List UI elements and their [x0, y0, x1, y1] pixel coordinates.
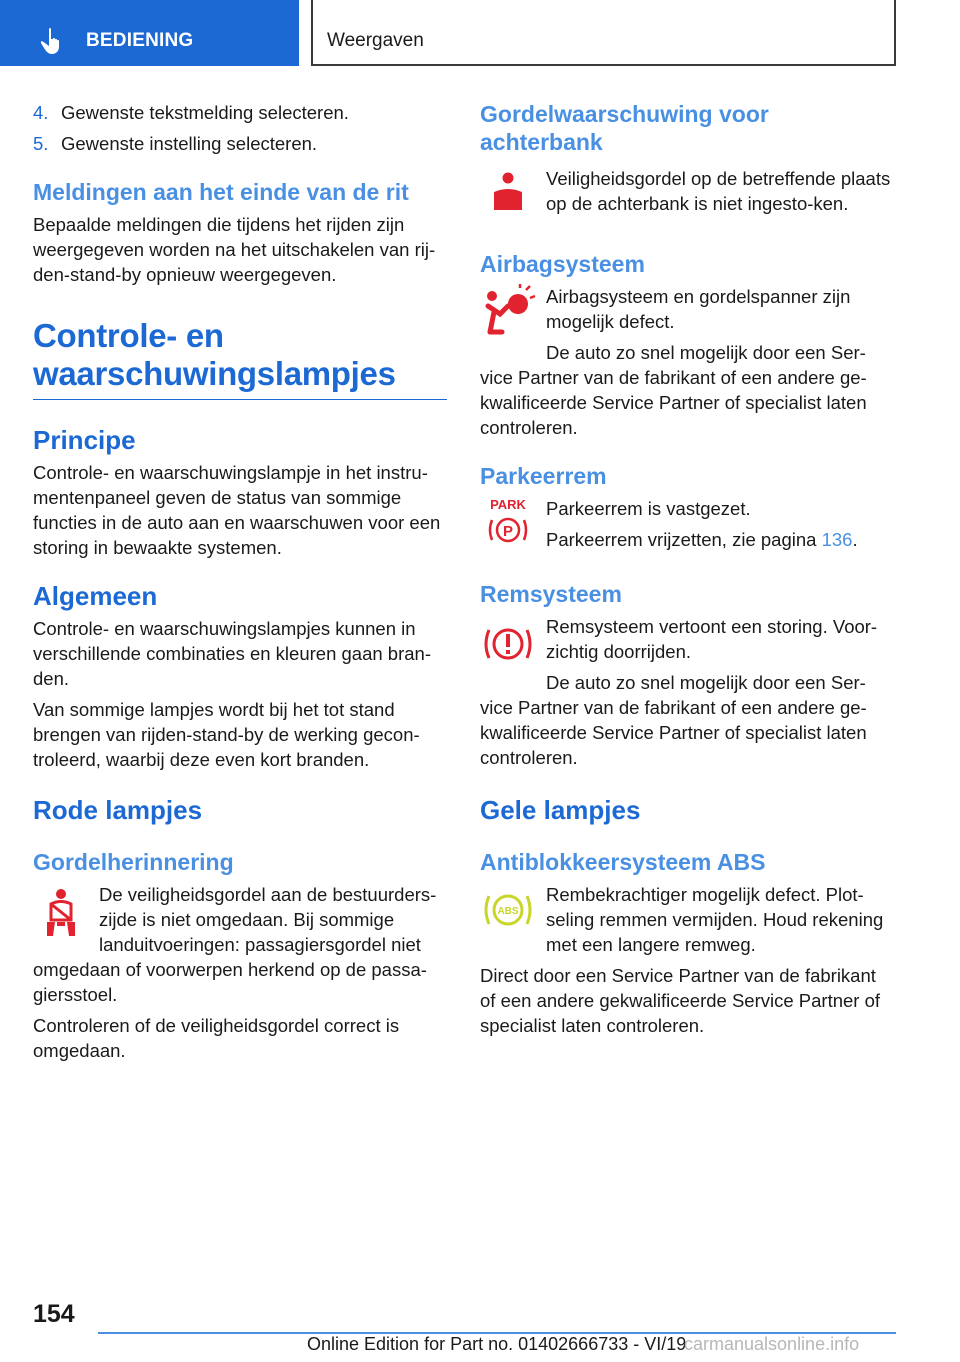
airbag-text-cont: vice Partner van de fabrikant of een andere ge-kwalificeerde Service Partner of specialist laten controleren. — [480, 367, 867, 438]
edition-text: Online Edition for Part no. 01402666733 - VI/19 — [307, 1334, 687, 1354]
abs-icon-label: ABS — [497, 906, 519, 917]
belt-reminder-text-cont: omgedaan of voorwerpen herkend op de passa-giersstoel. — [33, 959, 427, 1005]
end-of-trip-heading: Meldingen aan het einde van de rit — [33, 179, 409, 205]
section-label: BEDIENING — [86, 30, 194, 51]
page-reference-link[interactable]: 136 — [821, 529, 853, 550]
page-number: 154 — [33, 1300, 75, 1328]
principle-heading: Principe — [33, 425, 136, 455]
belt-reminder-lamp — [33, 882, 447, 957]
brake-system-text: De auto zo snel mogelijk door een Ser- — [546, 672, 866, 693]
step-number: 5. — [33, 133, 49, 154]
parking-brake-ref-text: Parkeerrem vrijzetten, zie pagina 136. — [546, 529, 858, 550]
airbag-lamp — [480, 284, 896, 365]
park-icon-label: PARK — [490, 497, 526, 512]
parking-brake-text: Parkeerrem is vastgezet. — [546, 498, 751, 519]
step-text: Gewenste tekstmelding selecteren. — [61, 102, 349, 123]
general-heading: Algemeen — [33, 581, 158, 611]
hand-pointer-icon — [40, 27, 66, 55]
general-text: Van sommige lampjes wordt bij het tot stand brengen van rijden-stand-by de werking gecon-troleerd, waarbij deze even kort branden. — [33, 699, 420, 770]
step-number: 4. — [33, 102, 49, 123]
rear-seatbelt-icon — [480, 166, 536, 226]
principle-text: Controle- en waarschuwingslampje in het instru-mentenpaneel geven de status van sommige functies in de auto aan en waarschuwen voor een storing in bewaakte systemen. — [33, 462, 441, 558]
abs-warning-icon — [480, 882, 536, 942]
page-header — [0, 0, 960, 66]
abs-heading: Antiblokkeersysteem ABS — [480, 849, 766, 875]
end-of-trip-text: Bepaalde meldingen die tijdens het rijden zijn weergegeven worden na het uitschakelen van rij-den-stand-by opnieuw weergegeven. — [33, 214, 436, 285]
parking-brake-icon — [480, 496, 536, 556]
chapter-title: Controle- en waarschuwingslampjes — [33, 317, 447, 400]
red-lamps-heading: Rode lampjes — [33, 795, 203, 825]
belt-reminder-heading: Gordelherinnering — [33, 849, 234, 875]
rear-belt-heading: Gordelwaarschuwing voor achterbank — [480, 101, 769, 155]
svg-text:P: P — [502, 523, 514, 540]
rear-belt-lamp — [480, 166, 896, 228]
left-column — [33, 100, 447, 1069]
brake-warning-icon — [480, 614, 536, 674]
general-text: Controle- en waarschuwingslampjes kunnen in verschillende combinaties en kleuren gaan bran-den. — [33, 618, 431, 689]
airbag-heading: Airbagsysteem — [480, 251, 645, 277]
airbag-warning-icon — [480, 284, 536, 344]
watermark: carmanualsonline.info — [684, 1334, 860, 1354]
brake-system-text: Remsysteem vertoont een storing. Voor-zichtig doorrijden. — [546, 616, 878, 662]
abs-service-text: Direct door een Service Partner van de fabrikant of een andere gekwalificeerde Service Partner of specialist laten controleren. — [480, 965, 881, 1036]
step-item — [33, 131, 447, 156]
brake-system-lamp — [480, 614, 896, 695]
parking-brake-heading: Parkeerrem — [480, 463, 607, 489]
parking-brake-ref-label: Parkeerrem vrijzetten, zie pagina — [546, 529, 817, 550]
brake-system-heading: Remsysteem — [480, 581, 622, 607]
airbag-text: Airbagsysteem en gordelspanner zijn mogelijk defect. — [546, 286, 851, 332]
right-column — [480, 100, 896, 1044]
parking-brake-lamp — [480, 496, 896, 558]
abs-text: Rembekrachtiger mogelijk defect. Plot-seling remmen vermijden. Houd rekening met een langere remweg. — [546, 884, 884, 955]
section-tab — [0, 0, 299, 66]
yellow-lamps-heading: Gele lampjes — [480, 795, 641, 825]
rear-belt-text: Veiligheidsgordel op de betreffende plaats op de achterbank is niet ingesto-ken. — [546, 168, 891, 214]
airbag-text: De auto zo snel mogelijk door een Ser- — [546, 342, 866, 363]
seatbelt-warning-icon — [33, 882, 89, 942]
brake-system-text-cont: vice Partner van de fabrikant of een andere ge-kwalificeerde Service Partner of specialist laten controleren. — [480, 697, 867, 768]
step-item — [33, 100, 447, 125]
belt-reminder-text: De veiligheidsgordel aan de bestuurders-zijde is niet omgedaan. Bij sommige landuitvoeringen: passagiersgordel niet — [99, 884, 437, 955]
belt-check-text: Controleren of de veiligheidsgordel correct is omgedaan. — [33, 1015, 400, 1061]
chapter-tab — [311, 0, 896, 66]
chapter-label: Weergaven — [327, 30, 424, 51]
step-text: Gewenste instelling selecteren. — [61, 133, 318, 154]
abs-lamp — [480, 882, 896, 957]
